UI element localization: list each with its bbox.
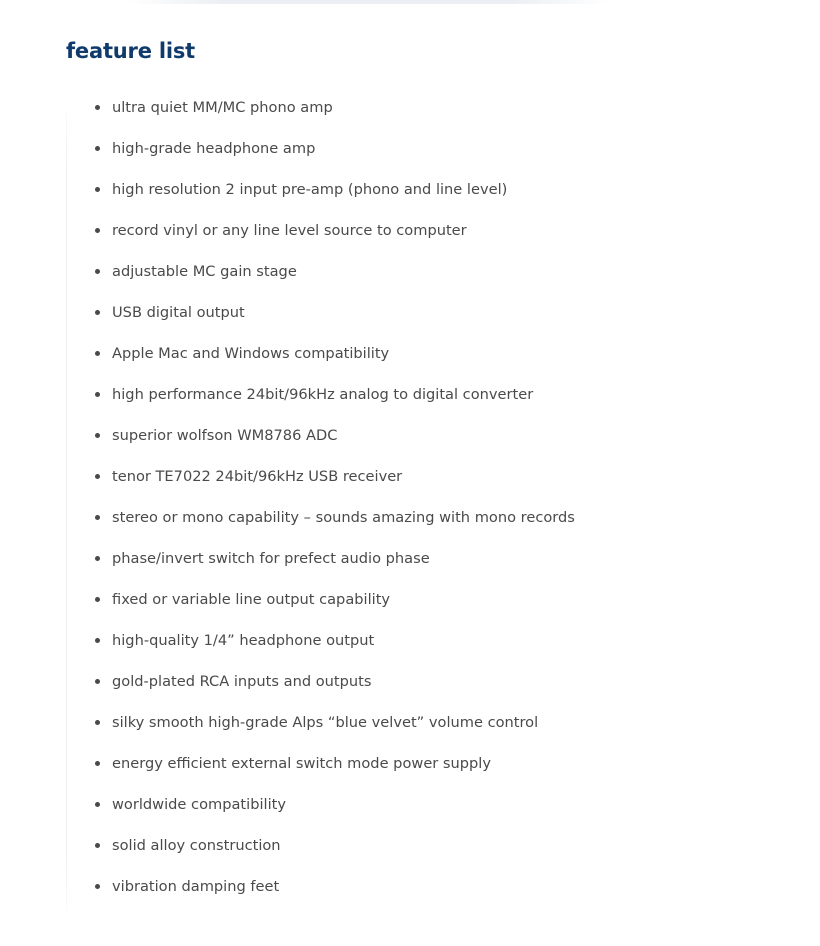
bullet-icon xyxy=(95,720,100,725)
bullet-icon xyxy=(95,310,100,315)
feature-item xyxy=(92,620,575,661)
bullet-icon xyxy=(95,761,100,766)
feature-item xyxy=(92,128,575,169)
feature-text: Apple Mac and Windows compatibility xyxy=(112,345,390,362)
feature-text: tenor TE7022 24bit/96kHz USB receiver xyxy=(112,468,403,485)
feature-text: vibration damping feet xyxy=(112,878,280,895)
bullet-icon xyxy=(95,187,100,192)
feature-item xyxy=(92,825,575,866)
feature-text: high-grade headphone amp xyxy=(112,140,316,157)
feature-text: high-quality 1/4” headphone output xyxy=(112,632,375,649)
feature-item xyxy=(92,169,575,210)
feature-text: USB digital output xyxy=(112,304,245,321)
bullet-icon xyxy=(95,392,100,397)
bullet-icon xyxy=(95,105,100,110)
feature-text: high performance 24bit/96kHz analog to digital converter xyxy=(112,386,534,403)
feature-item xyxy=(92,87,575,128)
section-title: feature list xyxy=(66,39,195,63)
bullet-icon xyxy=(95,556,100,561)
top-divider xyxy=(128,0,608,4)
feature-item xyxy=(92,333,575,374)
feature-text: gold-plated RCA inputs and outputs xyxy=(112,673,372,690)
bullet-icon xyxy=(95,351,100,356)
feature-item xyxy=(92,456,575,497)
feature-text: worldwide compatibility xyxy=(112,796,286,813)
feature-item xyxy=(92,374,575,415)
feature-item xyxy=(92,866,575,907)
feature-item xyxy=(92,661,575,702)
feature-text: energy efficient external switch mode power supply xyxy=(112,755,492,772)
feature-list xyxy=(92,87,575,907)
feature-item xyxy=(92,292,575,333)
feature-item xyxy=(92,210,575,251)
bullet-icon xyxy=(95,597,100,602)
bullet-icon xyxy=(95,679,100,684)
left-border-line xyxy=(66,112,67,910)
bullet-icon xyxy=(95,515,100,520)
feature-item xyxy=(92,251,575,292)
feature-item xyxy=(92,743,575,784)
feature-text: solid alloy construction xyxy=(112,837,281,854)
bullet-icon xyxy=(95,433,100,438)
bullet-icon xyxy=(95,474,100,479)
bullet-icon xyxy=(95,228,100,233)
feature-text: silky smooth high-grade Alps “blue velvet” volume control xyxy=(112,714,539,731)
bullet-icon xyxy=(95,146,100,151)
feature-text: phase/invert switch for prefect audio phase xyxy=(112,550,430,567)
feature-item xyxy=(92,497,575,538)
bullet-icon xyxy=(95,638,100,643)
bullet-icon xyxy=(95,843,100,848)
feature-text: fixed or variable line output capability xyxy=(112,591,391,608)
feature-text: high resolution 2 input pre-amp (phono and line level) xyxy=(112,181,508,198)
bullet-icon xyxy=(95,884,100,889)
feature-item xyxy=(92,579,575,620)
feature-item xyxy=(92,702,575,743)
feature-text: stereo or mono capability – sounds amazing with mono records xyxy=(112,509,575,526)
feature-text: record vinyl or any line level source to computer xyxy=(112,222,467,239)
feature-text: ultra quiet MM/MC phono amp xyxy=(112,99,333,116)
feature-text: adjustable MC gain stage xyxy=(112,263,297,280)
feature-item xyxy=(92,538,575,579)
bullet-icon xyxy=(95,269,100,274)
bullet-icon xyxy=(95,802,100,807)
feature-item xyxy=(92,415,575,456)
feature-text: superior wolfson WM8786 ADC xyxy=(112,427,338,444)
feature-item xyxy=(92,784,575,825)
